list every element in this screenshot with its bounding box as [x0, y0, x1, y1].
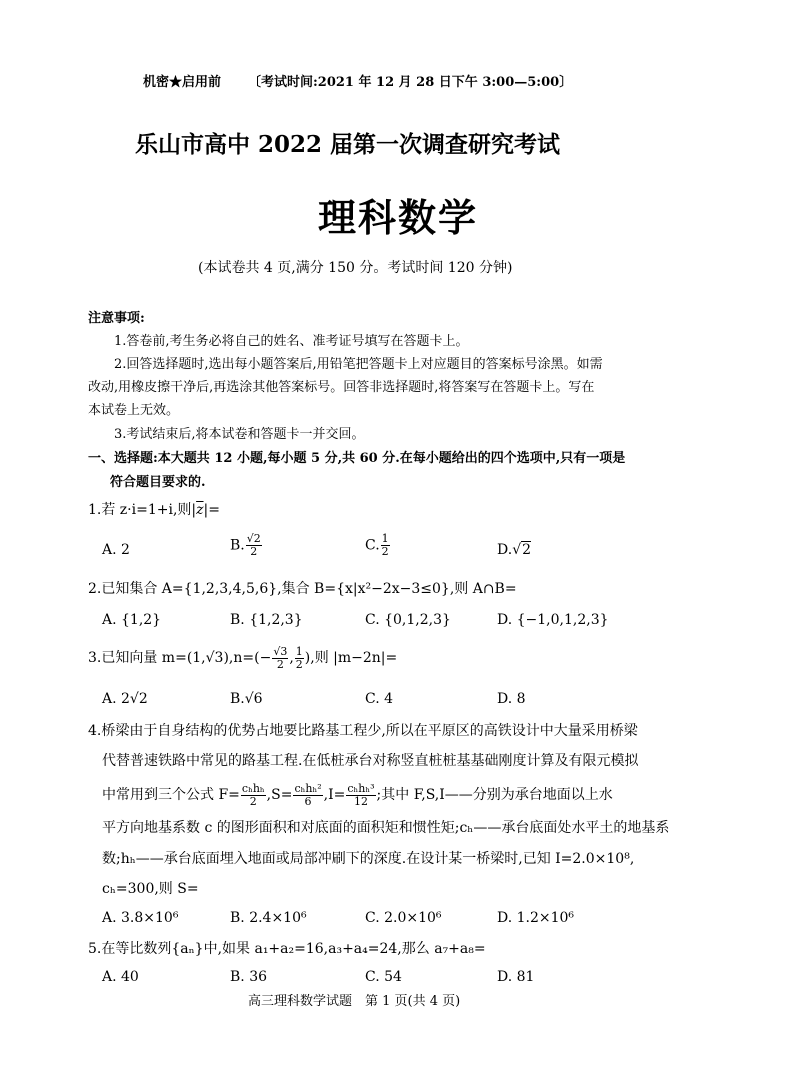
q5-option-a: A. 40: [102, 969, 139, 985]
q5-option-b: B. 36: [230, 969, 268, 985]
note-2-line-2: 改动,用橡皮擦干净后,再选涂其他答案标号。回答非选择题时,将答案写在答题卡上。写在: [88, 380, 595, 395]
q1-option-b: B. $\frac{√2}{2}$: [230, 532, 261, 558]
section-1-intro: 一、选择题:本大题共 12 小题,每小题 5 分,共 60 分.在每小题给出的四个选项中,只有一项是: [88, 451, 626, 466]
q1-option-d: D.√2: [497, 542, 532, 558]
q3-option-c: C. 4: [365, 691, 394, 707]
question-4-line-5: 数;hₕ——承台底面埋入地面或局部冲刷下的深度.在设计某一桥梁时,已知 I=2.0×10⁸,: [102, 851, 635, 867]
question-1-stem: 1.若 z·i=1+i,则$|\overline{z}|=$: [88, 502, 220, 518]
q5-option-c: C. 54: [365, 969, 402, 985]
q3-option-a: A. 2√2: [102, 691, 148, 707]
subject-title: 理科数学: [318, 195, 479, 240]
q2-option-a: A. {1,2}: [102, 612, 162, 628]
q4-option-c: C. 2.0×10⁶: [365, 910, 442, 926]
notes-heading: 注意事项:: [88, 311, 145, 326]
question-4-line-4: 平方向地基系数 c 的图形面积和对底面的面积矩和惯性矩;cₕ——承台底面处水平土的地基系: [102, 820, 670, 836]
confidential-label: 机密★启用前: [143, 75, 222, 90]
q4-option-d: D. 1.2×10⁶: [497, 910, 575, 926]
question-4-line-3: 中常用到三个公式 F= $\frac{\text{cₕhₕ}}{2}$ ,S= $\frac{\text{cₕhₕ²}}{6}$ ,I= $\frac{\text{cₕhₕ³}}{12}$ ;其中 F,S,I——分别为承台地面以上水: [102, 781, 613, 808]
page-footer: 高三理科数学试题 第 1 页(共 4 页): [248, 994, 461, 1009]
question-3-stem: 3.已知向量 m=(1,√3),n=(− $\frac{√3}{2}$ , $\frac{1}{2}$ ),则 |m−2n|=: [88, 644, 398, 671]
question-5-stem: 5.在等比数列{aₙ}中,如果 a₁+a₂=16,a₃+a₄=24,那么 a₇+a₈=: [88, 941, 486, 957]
question-4-line-6: cₕ=300,则 S=: [102, 881, 199, 897]
question-4-line-2: 代替普速铁路中常见的路基工程.在低桩承台对称竖直桩桩基基础刚度计算及有限元模拟: [102, 753, 639, 769]
q2-option-c: C. {0,1,2,3}: [365, 612, 451, 628]
q5-option-d: D. 81: [497, 969, 535, 985]
question-2-stem: 2.已知集合 A={1,2,3,4,5,6},集合 B={x|x²−2x−3≤0},则 A∩B=: [88, 581, 517, 597]
note-1: 1.答卷前,考生务必将自己的姓名、准考证号填写在答题卡上。: [114, 334, 469, 349]
note-3: 3.考试结束后,将本试卷和答题卡一并交回。: [114, 427, 365, 442]
q1-option-a: A. 2: [102, 542, 130, 558]
note-2-line-1: 2.回答选择题时,选出每小题答案后,用铅笔把答题卡上对应题目的答案标号涂黑。如需: [114, 357, 603, 372]
exam-time: 〔考试时间:2021 年 12 月 28 日下午 3:00—5:00〕: [248, 75, 573, 90]
question-4-line-1: 4.桥梁由于自身结构的优势占地要比路基工程少,所以在平原区的高铁设计中大量采用桥梁: [88, 723, 638, 739]
q2-option-b: B. {1,2,3}: [230, 612, 303, 628]
q3-option-d: D. 8: [497, 691, 526, 707]
q1-option-c: C. $\frac{1}{2}$: [365, 532, 389, 558]
q2-option-d: D. {−1,0,1,2,3}: [497, 612, 609, 628]
exam-subtitle: (本试卷共 4 页,满分 150 分。考试时间 120 分钟): [198, 260, 513, 276]
section-1-intro-cont: 符合题目要求的.: [110, 475, 206, 490]
q3-option-b: B.√6: [230, 691, 263, 707]
exam-title: 乐山市高中 2022 届第一次调查研究考试: [135, 131, 561, 158]
q4-option-b: B. 2.4×10⁶: [230, 910, 307, 926]
note-2-line-3: 本试卷上无效。: [88, 403, 180, 418]
q4-option-a: A. 3.8×10⁶: [102, 910, 179, 926]
